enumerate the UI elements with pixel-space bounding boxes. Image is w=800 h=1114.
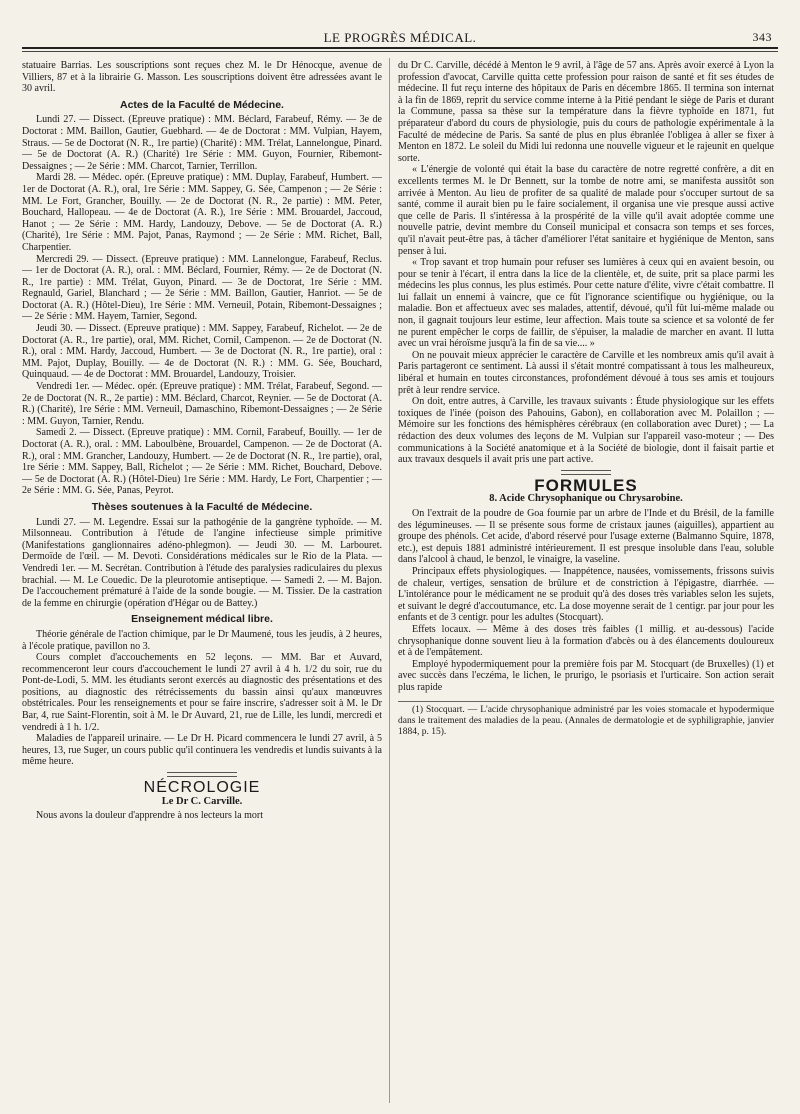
actes-paragraph: Mercredi 29. — Dissect. (Epreuve pratique) : MM. Lannelongue, Farabeuf, Reclus. — 1er de Doctorat (A. R.), oral. : MM. Béclard, Fournier, Rémy. — 2e de Doctorat (N. R., 1re partie) : MM. Trélat, Guyon, Pinard. — 3e de Doctorat, 1re Série : MM. Regnauld, Gariel, Blanchard ; — 2e Série : MM. Baillon, Gautier, Hanriot. — 5e de Doctorat (A. R.) (Hôtel-Dieu), 1re Série : MM. Verneuil, Potain, Ribemont-Dessaignes ; — 2e Série : MM. Hayem, Tarnier, Segond.: [22, 253, 382, 323]
enseignement-paragraph: Cours complet d'accouchements en 52 leçons. — MM. Bar et Auvard, recommenceront leur cours d'accouchement le lundi 27 avril à 4 h. 1/2 du soir, rue du Pont-de-Lodi, 5. MM. les étudiants seront exercés au diagnostic des présentations et des positions, au diagnostic des rétrécissements du bassin ainsi qu'aux manœuvres obstétricales. Pour les renseignements et pour se faire inscrire, s'adresser soit à M. le Dr Bar, 4, rue Saint-Florentin, soit à M. le Dr Auvard, 21, rue de Lille, les lundi, mercredi et vendredi à 1 h. 1/2.: [22, 652, 382, 733]
theses-paragraph: Lundi 27. — M. Legendre. Essai sur la pathogénie de la gangrène typhoïde. — M. Milsonneau. Contribution à l'étude de l'angine infectieuse simple primitive (Manifestations ganglionnaires adéno-phlegmon). — Jeudi 30. — M. Larbouret. Dermoïde de l'œil. — M. Devoti. Considérations médicales sur le Rio de la Plata. — Vendredi 1er. — M. Secrétan. Contribution à l'étude des paralysies radiculaires du plexus brachial. — M. Le Couedic. De la pleurotomie antiseptique. — Samedi 2. — M. Bajon. De l'accouchement prématuré à l'aide de la sonde bougie. — M. Tissier. De la castration de la femme en chirurgie (opération d'Hégar ou de Battey.): [22, 516, 382, 609]
obituary-paragraph: du Dr C. Carville, décédé à Menton le 9 avril, à l'âge de 57 ans. Après avoir exercé à Lyon la profession d'avocat, Carville quitta cette profession pour raison de santé et fit ses études de médecine. Il fut reçu interne des hôpitaux de Paris en décembre 1865. Il termina son internat à la fin de 1869, reprit du service comme interne à la Pitié pendant le siège de Paris et durant la Commune, passa sa thèse sur la température dans la fièvre typhoïde en 1871, fut préparateur d'abord du cours de physiologie, puis du cours de pathologie expérimentale à la Faculté de médecine de Paris. Sa santé de plus en plus ébranlée l'obligea à aller se fixer à Menton en 1872. Le soleil du Midi lui redonna une nouvelle vigueur et le rajeunit en quelque sorte.: [398, 60, 774, 164]
formules-paragraph: Effets locaux. — Même à des doses très faibles (1 millig. et au-dessous) l'acide chrysophanique donne souvent lieu à la formation d'abcès ou à des élancements douloureux et à de l'empâtement.: [398, 623, 774, 659]
enseignement-paragraph: Théorie générale de l'action chimique, par le Dr Maumené, tous les jeudis, à 2 heures, à l'école pratique, pavillon no 3.: [22, 628, 382, 652]
necrologie-paragraph: Nous avons la douleur d'apprendre à nos lecteurs la mort: [36, 810, 264, 822]
formules-title: FORMULES: [534, 475, 638, 495]
actes-paragraph: Vendredi 1er. — Médec. opér. (Epreuve pratique) : MM. Trélat, Farabeuf, Segond. — 2e de Doctorat (N. R., 2e partie) : MM. Béclard, Charcot, Reynier. — 5e de Doctorat (A. R.) (Charité), 1re Série : MM. Verneuil, Damaschino, Ribemont-Dessaignes ; — 2e Série : MM. Guyon, Tarnier, Rendu.: [22, 381, 382, 427]
journal-title: LE PROGRÈS MÉDICAL.: [323, 30, 477, 45]
obituary-paragraph: On doit, entre autres, à Carville, les travaux suivants : Étude physiologique sur les effets toxiques de l'inée (poison des Pahouins, Gabon), en collaboration avec M. Polaillon ; — Mémoire sur les fonctions des hémisphères cérébraux (en collaboration avec Duret) ; — La rédaction des deux volumes des leçons de M. Vulpian sur l'appareil vaso-moteur ; — Des communications à la Société anatomique et à la Société de biologie, dont il faisait partie et aux travaux desquels il avait pris une part active.: [398, 396, 774, 466]
intro-paragraph: statuaire Barrias. Les souscriptions sont reçues chez M. le Dr Hénocque, avenue de Villiers, 87 et à la librairie G. Masson. Les souscriptions doivent être adressées avant le 30 avril.: [22, 60, 382, 95]
left-column: [22, 60, 382, 1105]
actes-paragraph: Mardi 28. — Médec. opér. (Epreuve pratique) : MM. Duplay, Farabeuf, Humbert. — 1er de Doctorat (A. R.), oral, 1re Série : MM. Sappey, G. Sée, Campenon ; — 2e Série : MM. Le Fort, Grancher, Bouilly. — 2e de Doctorat (N. R., 2e partie) : MM. Peter, Bouchard, Hallopeau. — 4e de Doctorat (A. R.), 1re Série : MM. Brouardel, Jaccoud, Hanot ; — 2e Série : MM. Hardy, Landouzy, Debove. — 5e de Doctorat (A. R.) (Charité), 1re Série : MM. Pajot, Panas, Raymond ; — 2e Série : MM. Richet, Ball, Charpentier.: [22, 172, 382, 253]
formules-paragraph: On l'extrait de la poudre de Goa fournie par un arbre de l'Inde et du Brésil, de la famille des légumineuses. — Il se présente sous forme de cristaux jaunes (aiguilles), appartient au groupe des phénols. Cet acide, d'abord réservé pour l'usage externe (Balmanno Squire, 1878, etc.), est depuis 1881 administré intérieurement. Il est presque insoluble dans l'eau, soluble dans l'alcool à chaud, le benzol, le vinaigre, la vaseline.: [398, 507, 774, 566]
necrologie-subtitle: Le Dr C. Carville.: [161, 795, 243, 807]
footnote: (1) Stocquart. — L'acide chrysophanique administré par les voies stomacale et hypodermique dans le traitement des maladies de la peau. (Annales de dermatologie et de syphiligraphie, janvier 1884, p. 15).: [398, 705, 774, 738]
obituary-paragraph: « L'énergie de volonté qui était la base du caractère de notre regretté confrère, a dit en excellents termes M. le Dr Bennett, sur la tombe de notre ami, se manifesta aussitôt son arrivée à Menton. Au lieu de profiter de sa qualité de malade pour s'occuper surtout de sa santé, comme il aurait bien pu le faire socialement, il organisa une vie presque aussi active que celle de Paris. Il s'intéressa à la prospérité de la ville qu'il avait adoptée comme une nouvelle patrie, devint membre du Conseil municipal et consacra son temps et ses forces, qu'il n'avait peut-être pas, à tâcher d'améliorer l'état sanitaire et hygiénique de Menton, sans penser à lui.: [398, 164, 774, 257]
page-header: [22, 30, 778, 46]
enseignement-paragraph: Maladies de l'appareil urinaire. — Le Dr H. Picard commencera le lundi 27 avril, à 5 heures, 13, rue Suger, un cours public qu'il continuera les vendredis et lundis suivants à la même heure.: [22, 733, 382, 768]
actes-paragraph: Lundi 27. — Dissect. (Epreuve pratique) : MM. Béclard, Farabeuf, Rémy. — 3e de Doctorat : MM. Baillon, Gautier, Guebhard. — 4e de Doctorat : MM. Vulpian, Hayem, Straus. — 5e de Doctorat (N. R., 1re partie) (Charité) : MM. Trélat, Lannelongue, Pinard. — 5e de Doctorat (A. R.) (Charité) 1re Série : MM. Guyon, Fournier, Ribemont-Dessaignes ; — 2e Série : MM. Charcot, Tarnier, Terrillon.: [22, 114, 382, 172]
necrologie-title: NÉCROLOGIE: [143, 779, 261, 797]
section-title-theses: Thèses soutenues à la Faculté de Médecine.: [91, 500, 313, 513]
header-rule: [22, 47, 778, 49]
formules-subtitle: 8. Acide Chrysophanique ou Chrysarobine.: [489, 493, 683, 505]
section-title-enseignement: Enseignement médical libre.: [131, 613, 273, 626]
obituary-paragraph: « Trop savant et trop humain pour refuser ses lumières à ceux qui en avaient besoin, ou pour se tenir à l'écart, il entra dans la lice de la clientèle, et, de suite, prit sa place parmi les médecins les plus connus, les plus estimés. Pour cette nature d'élite, vivre c'était combattre. Il lui fallait un ennemi à vaincre, que ce fût l'ignorance scientifique ou hygiénique, ou la maladie. Bon et affectueux avec ses malades, attentif, dévoué, qu'il fût lui-même malade ou non, il gagnait toujours leur estime, leur affection. Mais toute sa science et sa volonté de fer ne purent empêcher le corps de faillir, de s'épuiser, la maladie de marcher en avant. Il lutta avec un vrai héroïsme jusqu'à la fin de sa vie.... »: [398, 257, 774, 350]
formules-paragraph: Principaux effets physiologiques. — Inappétence, nausées, vomissements, frissons suivis de chaleur, vertiges, sensation de brûlure et de constriction à l'épigastre, diarrhée. — L'intolérance pour le médicament ne se produit qu'à des doses très variables selon les sujets, et suivant le degré d'accoutumance, etc. La dose moyenne serait de 1 centigr. par jour pour les enfants et de 3 centigr. pour les adultes (Stocquart).: [398, 565, 774, 624]
column-divider: [389, 58, 390, 1103]
right-column: [398, 60, 774, 1105]
section-title-actes: Actes de la Faculté de Médecine.: [120, 98, 284, 111]
page-number: 343: [752, 30, 772, 44]
actes-paragraph: Jeudi 30. — Dissect. (Epreuve pratique) : MM. Sappey, Farabeuf, Richelot. — 2e de Doctorat (A. R., 1re partie), oral, MM. Richet, Cornil, Campenon. — 2e de Doctorat (N. R.), oral : MM. Hardy, Jaccoud, Humbert. — 3e de Doctorat (N. R., 1re partie), oral : MM. Pajot, Duplay, Bouilly. — 4e de Doctorat (N. R.) : MM. G. Sée, Bouchard, Quinquaud. — 4e de Doctorat : MM. Brouardel, Landouzy, Troisier.: [22, 323, 382, 381]
ornament-divider: [22, 772, 382, 778]
header-rule-thin: [22, 51, 778, 52]
footnote-rule: [398, 701, 774, 702]
obituary-paragraph: On ne pouvait mieux apprécier le caractère de Carville et les nombreux amis qu'il avait à Paris partageront ce sentiment. Là aussi il s'était montré compatissant à tous les malheureux, libéral et humain en toutes circonstances, profondément dévoué à tous ses amis et toujours prêt à leur rendre service.: [398, 349, 774, 396]
actes-paragraph: Samedi 2. — Dissect. (Epreuve pratique) : MM. Cornil, Farabeuf, Bouilly. — 1er de Doctorat (A. R.), oral. : MM. Laboulbène, Brouardel, Campenon. — 2e de Doctorat (A. R.), oral : MM. Grancher, Landouzy, Humbert. — 2e de Doctorat (N. R., 1re partie), oral, 1re Série : MM. Sappey, Ball, Richelot ; — 2e Série : MM. Richet, Bouchard, Debove. — 5e de Doctorat (A. R.) (Hôtel-Dieu) 1re Série : MM. Hardy, Le Fort, Charpentier ; — 2e Série : MM. G. Sée, Panas, Peyrot.: [22, 427, 382, 497]
ornament-divider: [398, 470, 774, 476]
formules-paragraph: Employé hypodermiquement pour la première fois par M. Stocquart (de Bruxelles) (1) et avec succès dans l'eczéma, le lichen, le prurigo, le psoriasis et l'urticaire. Son action serait plus rapide: [398, 658, 774, 693]
